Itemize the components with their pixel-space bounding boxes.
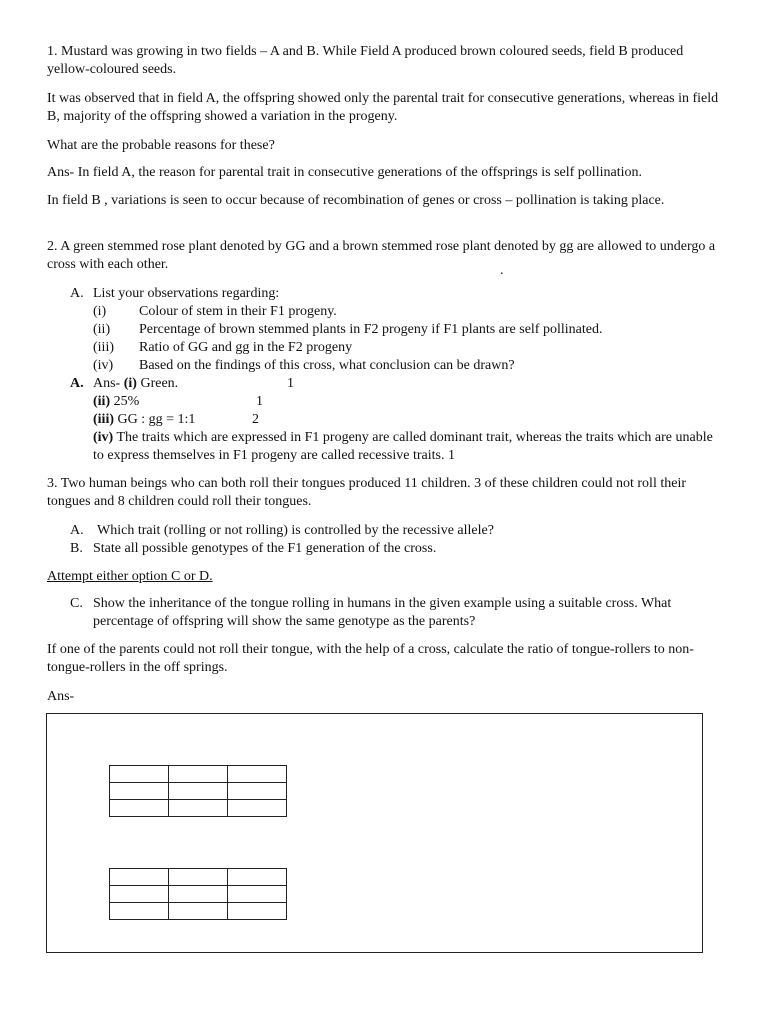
q3-attempt-instruction: Attempt either option C or D. xyxy=(47,569,213,584)
q2-answer-i-marks: 1 xyxy=(287,376,294,391)
q3-part-b-label: B. xyxy=(70,541,83,556)
q1-answer-field-a: Ans- In field A, the reason for parental trait in consecutive generations of the offsprings is self pollination. xyxy=(47,165,642,180)
q2-sub-iii-text: Ratio of GG and gg in the F2 progeny xyxy=(139,340,353,355)
punnett-grid-2 xyxy=(109,868,287,920)
q3-part-d-text: If one of the parents could not roll their tongue, with the help of a cross, calculate the ratio of tongue-rollers to non-tongue-rollers in the off springs. xyxy=(47,642,694,675)
q2-sub-ii-text: Percentage of brown stemmed plants in F2 progeny if F1 plants are self pollinated. xyxy=(139,322,603,337)
q2-sub-i-text: Colour of stem in their F1 progeny. xyxy=(139,304,337,319)
q3-part-a-label: A. xyxy=(70,523,84,538)
q2-stray-dot: . xyxy=(500,263,504,278)
q2-answer-iv: (iv) The traits which are expressed in F1 progeny are called dominant trait, whereas the traits which are unable to express themselves in F1 progeny are called recessive traits. 1 xyxy=(93,430,713,463)
punnett-grid-1 xyxy=(109,765,287,817)
q2-answer-i: Ans- (i) Green. xyxy=(93,376,179,391)
q2-sub-iv-num: (iv) xyxy=(93,358,114,373)
q2-answer-label: A. xyxy=(70,376,84,391)
q2-answer-iii-marks: 2 xyxy=(252,412,259,427)
q1-statement: 1. Mustard was growing in two fields – A and B. While Field A produced brown coloured seeds, field B produced yellow-coloured seeds. xyxy=(47,44,684,77)
q2-sub-iv-text: Based on the findings of this cross, what conclusion can be drawn? xyxy=(139,358,515,373)
q3-answer-label: Ans- xyxy=(47,689,75,704)
q1-question: What are the probable reasons for these? xyxy=(47,138,275,153)
q2-answer-ii: (ii) 25% xyxy=(93,394,140,409)
q2-sub-i-num: (i) xyxy=(93,304,107,319)
q2-part-a-label: A. xyxy=(70,286,84,301)
q1-answer-field-b: In field B , variations is seen to occur because of recombination of genes or cross – pollination is taking place. xyxy=(47,193,665,208)
q3-part-b-text: State all possible genotypes of the F1 generation of the cross. xyxy=(93,541,437,556)
q2-part-a-text: List your observations regarding: xyxy=(93,286,280,301)
q3-part-c-label: C. xyxy=(70,596,83,611)
q1-observation: It was observed that in field A, the offspring showed only the parental trait for consecutive generations, whereas in field B, majority of the offspring showed a variation in the progeny. xyxy=(47,91,719,124)
q2-answer-ii-marks: 1 xyxy=(256,394,263,409)
q2-statement: 2. A green stemmed rose plant denoted by GG and a brown stemmed rose plant denoted by gg are allowed to undergo a cross with each other. xyxy=(47,239,716,272)
q2-sub-iii-num: (iii) xyxy=(93,340,114,355)
q2-sub-ii-num: (ii) xyxy=(93,322,111,337)
q3-statement: 3. Two human beings who can both roll their tongues produced 11 children. 3 of these children could not roll their tongues and 8 children could roll their tongues. xyxy=(47,476,686,509)
q2-answer-iii: (iii) GG : gg = 1:1 xyxy=(93,412,196,427)
q3-part-a-text: Which trait (rolling or not rolling) is controlled by the recessive allele? xyxy=(97,523,494,538)
q3-part-c-text: Show the inheritance of the tongue rolling in humans in the given example using a suitable cross. What percentage of offspring will show the same genotype as the parents? xyxy=(93,596,672,629)
